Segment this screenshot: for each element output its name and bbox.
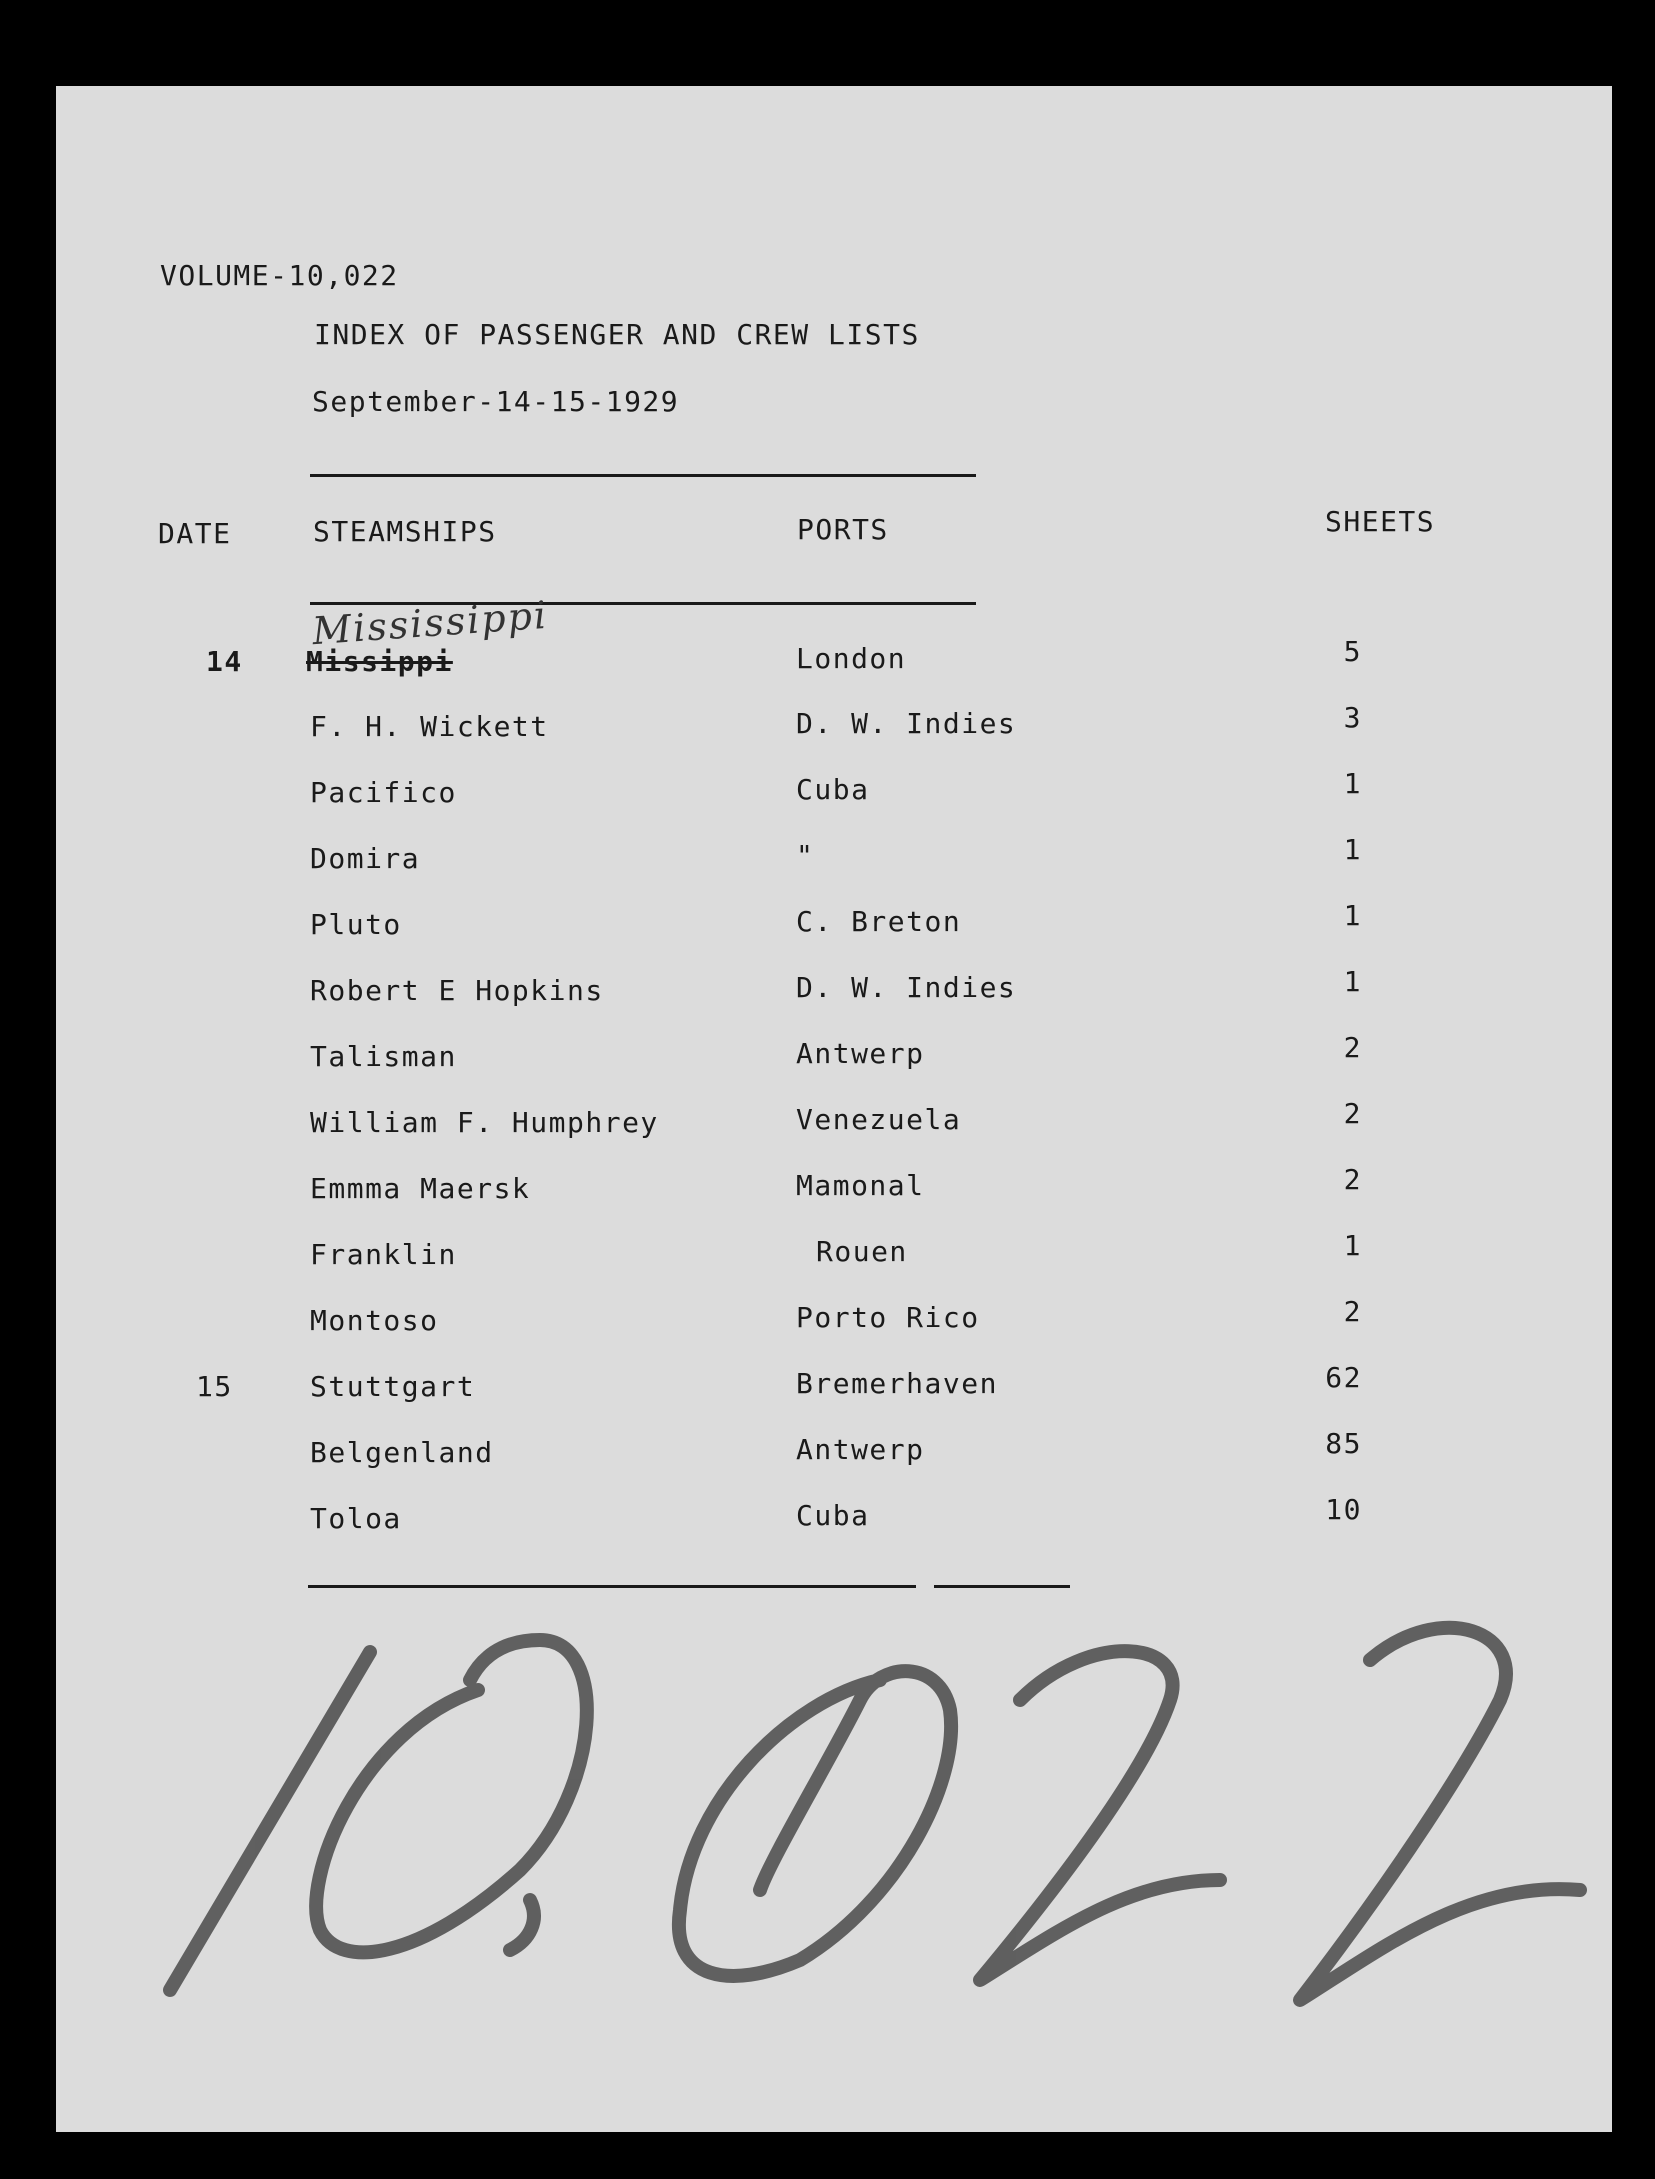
row-sheets: 62 <box>1325 1361 1362 1394</box>
document-title: INDEX OF PASSENGER AND CREW LISTS <box>314 318 920 351</box>
row-port: Cuba <box>796 773 870 806</box>
row-sheets: 1 <box>1343 767 1362 800</box>
header-date: DATE <box>158 517 232 550</box>
row-sheets: 1 <box>1343 833 1362 866</box>
row-port: Porto Rico <box>796 1301 980 1334</box>
row-port: C. Breton <box>796 905 962 938</box>
row-ship: Talisman <box>310 1040 457 1073</box>
row-ship: Stuttgart <box>310 1370 476 1403</box>
row-port: Rouen <box>816 1235 908 1268</box>
row-port: D. W. Indies <box>796 707 1017 740</box>
row-port: London <box>796 642 907 675</box>
row-port: Cuba <box>796 1499 870 1532</box>
header-steamships: STEAMSHIPS <box>313 515 497 548</box>
row-sheets: 2 <box>1343 1031 1362 1064</box>
row-ship: Pluto <box>310 908 402 941</box>
row-sheets: 2 <box>1343 1163 1362 1196</box>
row-sheets: 1 <box>1343 899 1362 932</box>
row-port: Mamonal <box>796 1169 925 1202</box>
header-ports: PORTS <box>797 513 889 546</box>
row-port: Antwerp <box>796 1433 925 1466</box>
row-ship: Belgenland <box>310 1436 494 1469</box>
row-sheets: 3 <box>1343 701 1362 734</box>
row-ship: Montoso <box>310 1304 439 1337</box>
row-sheets: 2 <box>1343 1295 1362 1328</box>
row-ship: Pacifico <box>310 776 457 809</box>
row-sheets: 5 <box>1343 635 1362 668</box>
row-ship: Franklin <box>310 1238 457 1271</box>
row-sheets: 85 <box>1325 1427 1362 1460</box>
footer-rule-right <box>934 1585 1070 1588</box>
header-sheets: SHEETS <box>1325 505 1436 538</box>
handwritten-correction: Mississippi <box>310 592 550 654</box>
row-ship: Missippi <box>306 645 453 678</box>
header-rule-top <box>310 474 976 477</box>
row-sheets: 1 <box>1343 1229 1362 1262</box>
row-port: Antwerp <box>796 1037 925 1070</box>
row-sheets: 10 <box>1325 1493 1362 1526</box>
row-ship: Toloa <box>310 1502 402 1535</box>
row-date: 14 <box>206 645 243 678</box>
row-port: " <box>796 839 815 872</box>
row-ship: Emmma Maersk <box>310 1172 531 1205</box>
row-sheets: 2 <box>1343 1097 1362 1130</box>
row-ship: William F. Humphrey <box>310 1106 659 1139</box>
row-port: D. W. Indies <box>796 971 1017 1004</box>
row-ship: Robert E Hopkins <box>310 974 604 1007</box>
row-sheets: 1 <box>1343 965 1362 998</box>
row-ship: F. H. Wickett <box>310 710 549 743</box>
row-port: Venezuela <box>796 1103 962 1136</box>
date-line: September-14-15-1929 <box>312 385 680 418</box>
row-date: 15 <box>196 1370 233 1403</box>
row-ship: Domira <box>310 842 421 875</box>
row-port: Bremerhaven <box>796 1367 998 1400</box>
footer-rule-left <box>308 1585 916 1588</box>
volume-number: VOLUME-10,022 <box>160 259 399 292</box>
